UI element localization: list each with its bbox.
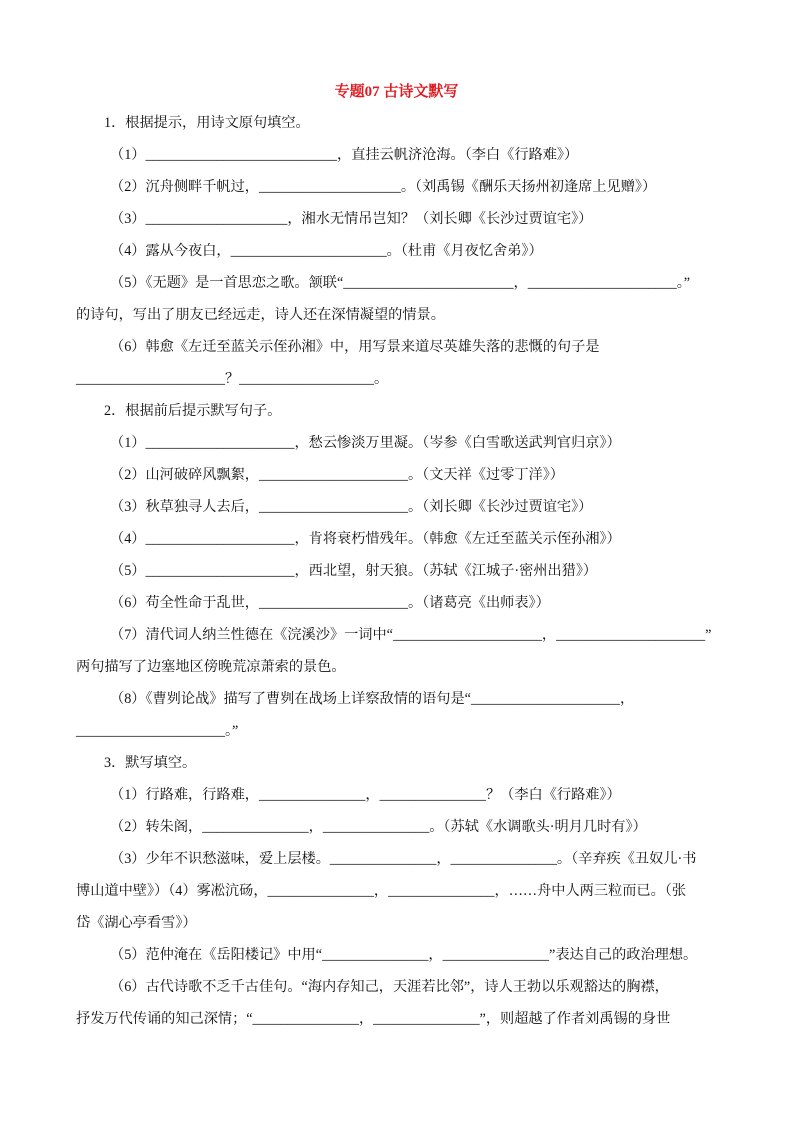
question-line: _____________________。” bbox=[76, 723, 239, 739]
question-heading: 1．根据提示，用诗文原句填空。 bbox=[104, 115, 310, 131]
document-title: 专题07 古诗文默写 bbox=[334, 84, 459, 100]
question-line: （3）少年不识愁滋味，爱上层楼。_______________，_______________。（辛弃疾《丑奴儿·书 bbox=[110, 851, 697, 867]
question-line: 两句描写了边塞地区傍晚荒凉萧索的景色。 bbox=[76, 659, 346, 675]
question-line: 抒发万代传诵的知己深情；“_______________，_______________”，则超越了作者刘禹锡的身世 bbox=[76, 1011, 671, 1027]
question-line: 岱《湖心亭看雪》） bbox=[76, 915, 197, 931]
question-line: （6）韩愈《左迁至蓝关示侄孙湘》中，用写景来道尽英雄失落的悲慨的句子是 bbox=[110, 339, 600, 355]
question-heading: 3．默写填空。 bbox=[104, 755, 197, 771]
question-line: _____________________？___________________。 bbox=[76, 371, 389, 387]
question-line: 的诗句，写出了朋友已经远走，诗人还在深情凝望的情景。 bbox=[76, 307, 445, 323]
question-line: （4）露从今夜白，______________________。（杜甫《月夜忆舍弟》） bbox=[110, 243, 543, 259]
question-line: （5）《无题》是一首思恋之歌。颔联“________________________，_____________________。” bbox=[110, 275, 691, 291]
question-line: （2）山河破碎风飘絮，_____________________。（文天祥《过零丁洋》） bbox=[110, 467, 564, 483]
question-line: （2）沉舟侧畔千帆过，____________________。（刘禹锡《酬乐天扬州初逢席上见赠》） bbox=[110, 179, 657, 195]
question-line: （3）____________________，湘水无情吊岂知？（刘长卿《长沙过贾谊宅》） bbox=[110, 211, 593, 227]
question-line: （1）_____________________，愁云惨淡万里凝。（岑参《白雪歌送武判官归京》） bbox=[110, 435, 621, 451]
question-line: （8）《曹刿论战》描写了曹刿在战场上详察敌情的语句是“_____________________， bbox=[110, 691, 635, 707]
question-heading: 2．根据前后提示默写句子。 bbox=[104, 403, 282, 419]
question-line: （3）秋草独寻人去后，_____________________。（刘长卿《长沙过贾谊宅》） bbox=[110, 499, 593, 515]
question-line: （7）清代词人纳兰性德在《浣溪沙》一词中“_____________________，_____________________” bbox=[110, 627, 712, 643]
question-line: （5）范仲淹在《岳阳楼记》中用“_______________，_______________”表达自己的政治理想。 bbox=[110, 947, 698, 963]
question-line: （5）_____________________，西北望，射天狼。（苏轼《江城子·密州出猎》） bbox=[110, 563, 598, 579]
question-line: （6）古代诗歌不乏千古佳句。“海内存知己，天涯若比邻”，诗人王勃以乐观豁达的胸襟， bbox=[110, 979, 669, 995]
question-line: （6）苟全性命于乱世，_____________________。（诸葛亮《出师表》） bbox=[110, 595, 550, 611]
question-line: （1）___________________________，直挂云帆济沧海。（李白《行路难》） bbox=[110, 147, 579, 163]
question-line: （4）_____________________，肯将衰朽惜残年。（韩愈《左迁至蓝关示侄孙湘》） bbox=[110, 531, 621, 547]
question-line: （2）转朱阁，_______________，_______________。（苏轼《水调歌头·明月几时有》） bbox=[110, 819, 647, 835]
question-line: 博山道中壁》）（4）雾凇沆砀，_______________，_______________，……舟中人两三粒而已。（张 bbox=[76, 883, 687, 899]
question-line: （1）行路难，行路难，_______________，_______________？（李白《行路难》） bbox=[110, 787, 621, 803]
